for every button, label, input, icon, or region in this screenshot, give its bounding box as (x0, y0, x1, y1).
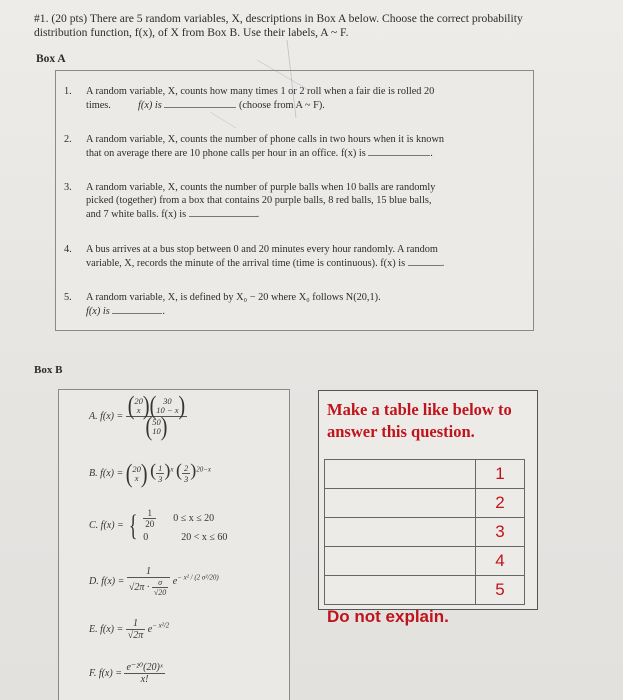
item-text-line: A bus arrives at a bus stop between 0 and 20 minutes every hour randomly. A random (86, 244, 438, 255)
c-den: 20 (145, 519, 155, 529)
item-number: 5. (64, 292, 72, 303)
q-den: 3 (183, 474, 189, 485)
d-root: √20 (153, 588, 167, 597)
f-num: e⁻²⁰(20)ˣ (126, 662, 163, 673)
question-header (34, 12, 594, 40)
item-text-line: A random variable, X, counts the number of purple balls when 10 balls are randomly (86, 182, 436, 193)
option-c-label: C. f(x) = (89, 519, 124, 531)
answer-blank (164, 98, 236, 108)
option-b: B. f(x) = ( 20 x ) ( $\frac{1}{3}$ )$^x$ ( $\frac{2}{3}$ )$^{20-x}$ (89, 459, 212, 489)
item-number: 2. (64, 134, 72, 145)
e-exp: − x²/2 (152, 621, 170, 630)
answer-blank (368, 146, 430, 156)
box-b (58, 389, 290, 700)
row-number: 3 (476, 518, 525, 547)
c-cond-1: 0 ≤ x ≤ 20 (173, 512, 215, 524)
answer-panel (318, 390, 538, 626)
table-row (325, 489, 525, 518)
no-explain-note: Do not explain. (327, 607, 449, 626)
option-f-label: F. f(x) = (89, 667, 122, 679)
option-d (89, 566, 219, 597)
fx-label: f(x) is (86, 306, 110, 317)
box-a-label: Box A (36, 53, 66, 65)
row-number: 5 (476, 576, 525, 605)
f-den: x! (140, 674, 149, 685)
e-den: √2π (127, 630, 144, 641)
option-e (89, 618, 169, 641)
answer-blank (189, 207, 257, 217)
option-f (89, 662, 165, 685)
answer-cell[interactable] (325, 489, 476, 518)
p-den: 3 (158, 474, 163, 485)
p-num: 1 (158, 463, 163, 474)
binom-n: 30 (163, 396, 172, 406)
d-exp: − x² / (2 σ²/20) (177, 573, 219, 582)
header-line-2: distribution function, f(x), of X from Box B. Use their labels, A ~ F. (34, 26, 349, 39)
d-den: √2π · (128, 581, 150, 593)
binom-k: 10 − x (156, 405, 179, 415)
c-zero: 0 (143, 532, 149, 543)
answer-cell[interactable] (325, 518, 476, 547)
item-text-line: times. (86, 100, 111, 111)
item-number: 4. (64, 244, 72, 255)
answer-cell[interactable] (325, 547, 476, 576)
header-line-1: #1. (20 pts) There are 5 random variables, X, descriptions in Box A below. Choose the correct probability (34, 12, 523, 25)
answer-table (324, 459, 525, 605)
d-num: 1 (127, 566, 170, 578)
binom-n: 50 (152, 417, 161, 427)
item-number: 3. (64, 182, 72, 193)
table-row (325, 576, 525, 605)
c-num: 1 (143, 508, 156, 519)
option-a-fraction: ( 20 x ) ( 30 10 − x ) ( 50 10 ) (127, 391, 186, 442)
option-a-label: A. f(x) = (89, 410, 124, 422)
binom-k: x (134, 472, 139, 483)
fx-label: f(x) is (138, 100, 162, 111)
option-a (89, 391, 187, 442)
e-num: 1 (126, 618, 146, 630)
option-b-label: B. f(x) = (89, 468, 124, 479)
option-e-label: E. f(x) = (89, 623, 124, 635)
item-text-line: and 7 white balls. f(x) is (86, 209, 187, 220)
item-text-line: that on average there are 10 phone calls per hour in an office. f(x) is (86, 148, 366, 159)
binom-k: 10 (152, 426, 161, 436)
option-d-label: D. f(x) = (89, 575, 125, 587)
answer-cell[interactable] (325, 576, 476, 605)
answer-cell[interactable] (325, 460, 476, 489)
e-e: e (147, 623, 153, 635)
row-number: 2 (476, 489, 525, 518)
table-row (325, 460, 525, 489)
d-sigma: σ (152, 578, 168, 588)
item-text-line: variable, X, records the minute of the arrival time (time is continuous). f(x) is (86, 258, 406, 269)
table-row (325, 547, 525, 576)
c-cond-2: 20 < x ≤ 60 (181, 532, 228, 543)
box-a: 1. A random variable, X, counts how many times 1 or 2 roll when a fair die is rolled 20 times. f(x) is (choose from A ~ F). 2. A random variable, X, counts the number of phone calls in two hours when it is known that on average there are 10 phone calls per hour in an office. f(x) is . 3. A random variable, X, counts the number of purple balls when 10 balls are randomly picked (together) from a box that contains 20 purple balls, 8 red balls, 15 blue balls, and 7 white balls. f(x) is . 4. A bus arrives at a bus stop between 0 and 20 minutes every hour randomly. A random variable, X, records the minute of the arrival time (time is continuous). f(x) is . 5. A random variable, X, is defined by X₀ − 20 where X₀ follows N(20,1). f(x) is . (55, 70, 534, 331)
box-b-label: Box B (34, 364, 63, 376)
answer-blank (408, 256, 442, 266)
q-num: 2 (183, 463, 189, 474)
item-text-line: A random variable, X, counts the number of phone calls in two hours when it is known (86, 134, 445, 145)
item-text-line: (choose from A ~ F). (238, 100, 325, 111)
row-number: 4 (476, 547, 525, 576)
item-number: 1. (64, 86, 72, 97)
binom-n: 20 (132, 463, 141, 474)
exp-20-x: 20−x (196, 465, 212, 474)
item-text-line: A random variable, X, counts how many times 1 or 2 roll when a fair die is rolled 20 (86, 86, 435, 97)
option-c: C. f(x) = { $\frac{1}{20}$ 0 ≤ x ≤ 20 0 20 < x ≤ 60 (89, 508, 228, 543)
d-e: e (172, 575, 178, 587)
binom-k: x (136, 405, 141, 415)
item-text-line: picked (together) from a box that contains 20 purple balls, 8 red balls, 15 blue balls, (86, 195, 432, 206)
row-number: 1 (476, 460, 525, 489)
answer-instruction: Make a table like below to answer this question. (327, 400, 512, 441)
exp-x: x (170, 465, 174, 474)
item-text-line: A random variable, X, is defined by X₀ − 20 where X₀ follows N(20,1). (86, 292, 381, 303)
answer-blank (112, 304, 162, 314)
binom-n: 20 (134, 396, 143, 406)
table-row (325, 518, 525, 547)
